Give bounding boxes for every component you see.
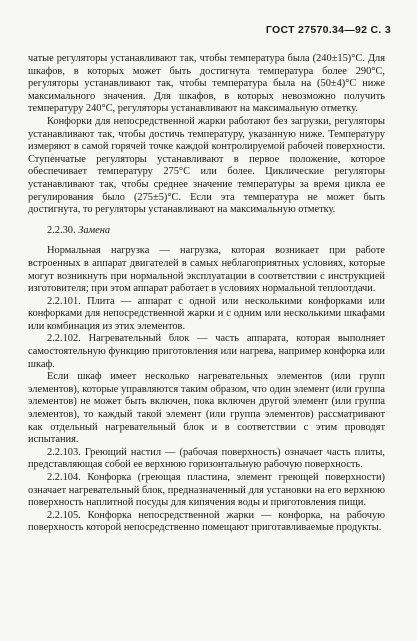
page-header: ГОСТ 27570.34—92 С. 3 bbox=[265, 24, 391, 36]
paragraph-normal-load: Нормальная нагрузка — нагрузка, которая возникает при работе встроенных в аппарат двигателей в самых неблагоприятных условиях, которые могут возникнуть при нормальной эксплуатации в соответствии с инструкцией изготовителя; при этом аппарат работает в условиях нормальной теплоотдачи. bbox=[28, 245, 385, 295]
section-title: Замена bbox=[78, 224, 111, 236]
paragraph-burners: Конфорки для непосредственной жарки работают без загрузки, регуляторы устанавливают так, чтобы достичь температуру, указанную ниже. Температуру измеряют в самой горячей точке каждой контролируемой рабочей поверхности. Ступенчатые регуляторы устанавливают в первое положение, которое обеспечивает температуру 275°С или более. Циклические регуляторы устанавливают так, чтобы среднее значение температуры за время цикла ее регулирования было (275±5)°С. Если эта температура не может быть достигнута, то регуляторы устанавливают на максимальную отметку. bbox=[28, 115, 385, 216]
paragraph-2-2-104: 2.2.104. Конфорка (греющая пластина, элемент греющей поверхности) означает нагревательный блок, предназначенный для установки на его верхнюю поверхность наплитной посуды для кипячения воды и приготовления пищи. bbox=[28, 472, 385, 509]
section-number: 2.2.30. bbox=[47, 224, 76, 236]
paragraph-2-2-102: 2.2.102. Нагревательный блок — часть аппарата, которая выполняет самостоятельную функцию приготовления или нагрева, например конфорка или шкаф. bbox=[28, 333, 385, 370]
paragraph-2-2-103: 2.2.103. Греющий настил — (рабочая поверхность) означает часть плиты, представляющая собой ее верхнюю горизонтальную рабочую поверхность. bbox=[28, 446, 385, 471]
document-body bbox=[28, 53, 385, 535]
paragraph-2-2-101: 2.2.101. Плита — аппарат с одной или несколькими конфорками или конфорками для непосредственной жарки и с одним или несколькими шкафами или комбинация из этих элементов. bbox=[28, 295, 385, 332]
paragraph-regulators-cont: чатые регуляторы устанавливают так, чтобы температура была (240±15)°С. Для шкафов, в которых может быть достигнута температура более 290°С, регуляторы устанавливают так, чтобы температура была на (50±4)°С ниже максимального значения. Для шкафов, в которых невозможно получить температуру 240°С, регуляторы устанавливают на максимальную отметку. bbox=[28, 53, 385, 115]
paragraph-2-2-105: 2.2.105. Конфорка непосредственной жарки — конфорка, на рабочую поверхность которой непосредственно помещают приготавливаемые продукты. bbox=[28, 509, 385, 534]
section-heading bbox=[28, 225, 385, 238]
paragraph-oven-elements: Если шкаф имеет несколько нагревательных элементов (или групп элементов), которые управляются таким образом, что один элемент (или группа элементов) не может быть включен, пока включен другой элемент (или группа элементов), то каждый такой элемент (или группа элементов) рассматривают как отдельный нагревательный блок и в соответствии с этим проводят испытания. bbox=[28, 371, 385, 446]
